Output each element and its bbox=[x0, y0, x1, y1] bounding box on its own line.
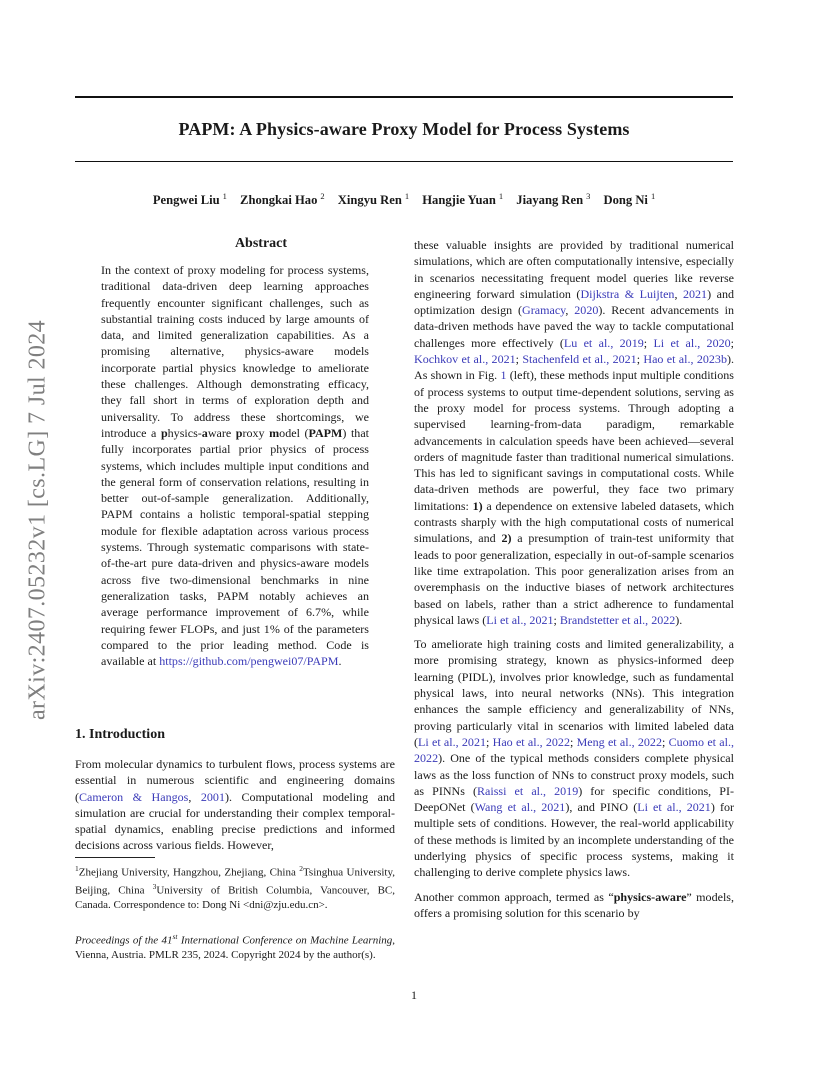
citation-link[interactable]: Kochkov et al., 2021 bbox=[414, 352, 516, 367]
code-link[interactable]: https://github.com/pengwei07/PAPM bbox=[159, 654, 339, 669]
arxiv-sidebar-stamp: arXiv:2407.05232v1 [cs.LG] 7 Jul 2024 bbox=[24, 319, 51, 721]
citation-link[interactable]: Brandstetter et al., 2022 bbox=[559, 612, 676, 627]
citation-link[interactable]: Stachenfeld et al., 2021 bbox=[522, 352, 637, 367]
proceedings-note: Proceedings of the 41st International Conference on Machine Learning, Vienna, Austria. PMLR 235, 2024. Copyright 2024 by the author(s). bbox=[75, 932, 396, 961]
citation-link[interactable]: Cuomo et al., 2022 bbox=[414, 734, 734, 766]
right-column bbox=[414, 237, 734, 929]
body-paragraph: Another common approach, termed as “physics-aware” models, offers a promising solution for this scenario by bbox=[414, 889, 734, 920]
citation-link[interactable]: Li et al., 2021 bbox=[486, 612, 554, 627]
author: Zhongkai Hao $^2$ bbox=[240, 191, 325, 208]
figure-link[interactable]: 1 bbox=[500, 368, 507, 383]
title-bottom-rule bbox=[75, 161, 733, 162]
citation-link[interactable]: Meng et al., 2022 bbox=[576, 734, 662, 749]
section-heading-introduction: 1. Introduction bbox=[75, 727, 165, 742]
author: Pengwei Liu $^1$ bbox=[152, 191, 227, 208]
body-paragraph: To ameliorate high training costs and limited generalizability, a more promising strategy, known as physics-informed deep learning (PIDL), involves prior knowledge, such as fundamental physical laws, into neural networks (NNs). This integration enhances the sample efficiency and generalizability of NNs, proving particularly vital in scenarios with limited labeled data (Li et al., 2021; Hao et al., 2022; Meng et al., 2022; Cuomo et al., 2022). One of the typical methods considers complete physical laws as the loss function of NNs to construct proxy models, such as PINNs (Raissi et al., 2019) for specific conditions, PI-DeepONet (Wang et al., 2021), and PINO (Li et al., 2021) for multiple sets of conditions. However, the real-world applicability of these methods is limited by an incomplete understanding of the underlying physics of specific process systems, making it challenging to derive complete physics laws. bbox=[414, 637, 734, 880]
top-rule bbox=[75, 96, 733, 98]
citation-link[interactable]: Li et al., 2020 bbox=[653, 335, 731, 350]
abstract-heading: Abstract bbox=[234, 236, 288, 251]
citation-link[interactable]: Gramacy bbox=[522, 303, 566, 318]
citation-link[interactable]: Li et al., 2021 bbox=[418, 734, 487, 749]
citation-link[interactable]: 2020 bbox=[574, 303, 599, 318]
citation-link[interactable]: Hao et al., 2022 bbox=[492, 734, 570, 749]
citation-link[interactable]: 2001 bbox=[200, 789, 225, 804]
page-number: 1 bbox=[411, 988, 417, 1002]
abstract-text: In the context of proxy modeling for process systems, traditional data-driven deep learning approaches frequently encounter significant challenges, such as substantial training costs induced by large amounts of data, and limited generalization capabilities. As a promising alternative, physics-aware models incorporate partial physics knowledge to ameliorate these challenges. Although demonstrating efficacy, they fall short in terms of exploration depth and universality. To address these shortcomings, we introduce a physics-aware proxy model (PAPM) that fully incorporates partial prior physics of process systems, which includes multiple input conditions and the general form of conservation relations, resulting in better out-of-sample generalization. Additionally, PAPM contains a holistic temporal-spatial stepping module for flexible adaptation across various process systems. Through systematic comparisons with state-of-the-art pure data-driven and physics-aware models across five two-dimensional benchmarks in nine generalization tasks, PAPM notably achieves an average performance improvement of 6.7%, while requiring fewer FLOPs, and just 1% of the parameters compared to the prior leading method. Code is available at https://github.com/pengwei07/PAPM. bbox=[101, 263, 370, 669]
author: Xingyu Ren $^1$ bbox=[337, 191, 410, 208]
citation-link[interactable]: Raissi et al., 2019 bbox=[477, 783, 579, 798]
author: Dong Ni $^1$ bbox=[603, 191, 656, 208]
author: Jiayang Ren $^3$ bbox=[516, 191, 591, 208]
footnote-rule bbox=[75, 857, 155, 858]
citation-link[interactable]: Wang et al., 2021 bbox=[474, 800, 566, 815]
body-paragraph: these valuable insights are provided by traditional numerical simulations, which are often computationally intensive, especially in scenarios necessitating frequent model queries like reverse engineering forward simulation (Dijkstra & Luijten, 2021) and optimization design (Gramacy, 2020). Recent advancements in data-driven methods have paved the way to tackle computational challenges more effectively (Lu et al., 2019; Li et al., 2020; Kochkov et al., 2021; Stachenfeld et al., 2021; Hao et al., 2023b). As shown in Fig. 1 (left), these methods input multiple conditions of process systems to output time-dependent solutions, serving as the proxy model for process systems. Through adopting a supervised learning-from-data paradigm, remarkable advancements in calculation speeds have been achieved—several orders of magnitude faster than traditional numerical simulations. This has led to significant savings in computational costs. While data-driven methods are powerful, they face two primary limitations: 1) a dependence on extensive labeled datasets, which contrasts sharply with the high computational costs of numerical simulations, and 2) a presumption of train-test uniformity that leads to poor generalization, especially in out-of-sample scenarios like time extrapolation. This poor generalization arises from an overemphasis on the inductive biases of network architectures based on labels, rather than a strict adherence to fundamental physical laws (Li et al., 2021; Brandstetter et al., 2022). bbox=[414, 238, 735, 627]
paper-title: PAPM: A Physics-aware Proxy Model for Process Systems bbox=[178, 119, 630, 139]
citation-link[interactable]: Cameron & Hangos bbox=[79, 789, 189, 804]
affiliation-footnote: $^1$Zhejiang University, Hangzhou, Zhejiang, China $^2$Tsinghua University, Beijing, China $^3$University of British Columbia, Vancouver, BC, Canada. Correspondence to: Dong Ni <dni@zju.edu.cn>. bbox=[75, 864, 395, 911]
author-list bbox=[75, 191, 733, 208]
citation-link[interactable]: Dijkstra & Luijten bbox=[580, 286, 675, 301]
citation-link[interactable]: 2021 bbox=[682, 286, 708, 301]
citation-link[interactable]: Lu et al., 2019 bbox=[563, 335, 644, 350]
citation-link[interactable]: Hao et al., 2023b bbox=[643, 352, 727, 367]
citation-link[interactable]: Li et al., 2021 bbox=[637, 800, 711, 815]
author: Hangjie Yuan $^1$ bbox=[422, 191, 504, 208]
intro-paragraph: From molecular dynamics to turbulent flows, process systems are essential in numerous scientific and engineering domains (Cameron & Hangos, 2001). Computational modeling and simulation are crucial for understanding their complex temporal-spatial dynamics, enabling precise predictions and informed decisions across various fields. However, bbox=[75, 757, 396, 853]
